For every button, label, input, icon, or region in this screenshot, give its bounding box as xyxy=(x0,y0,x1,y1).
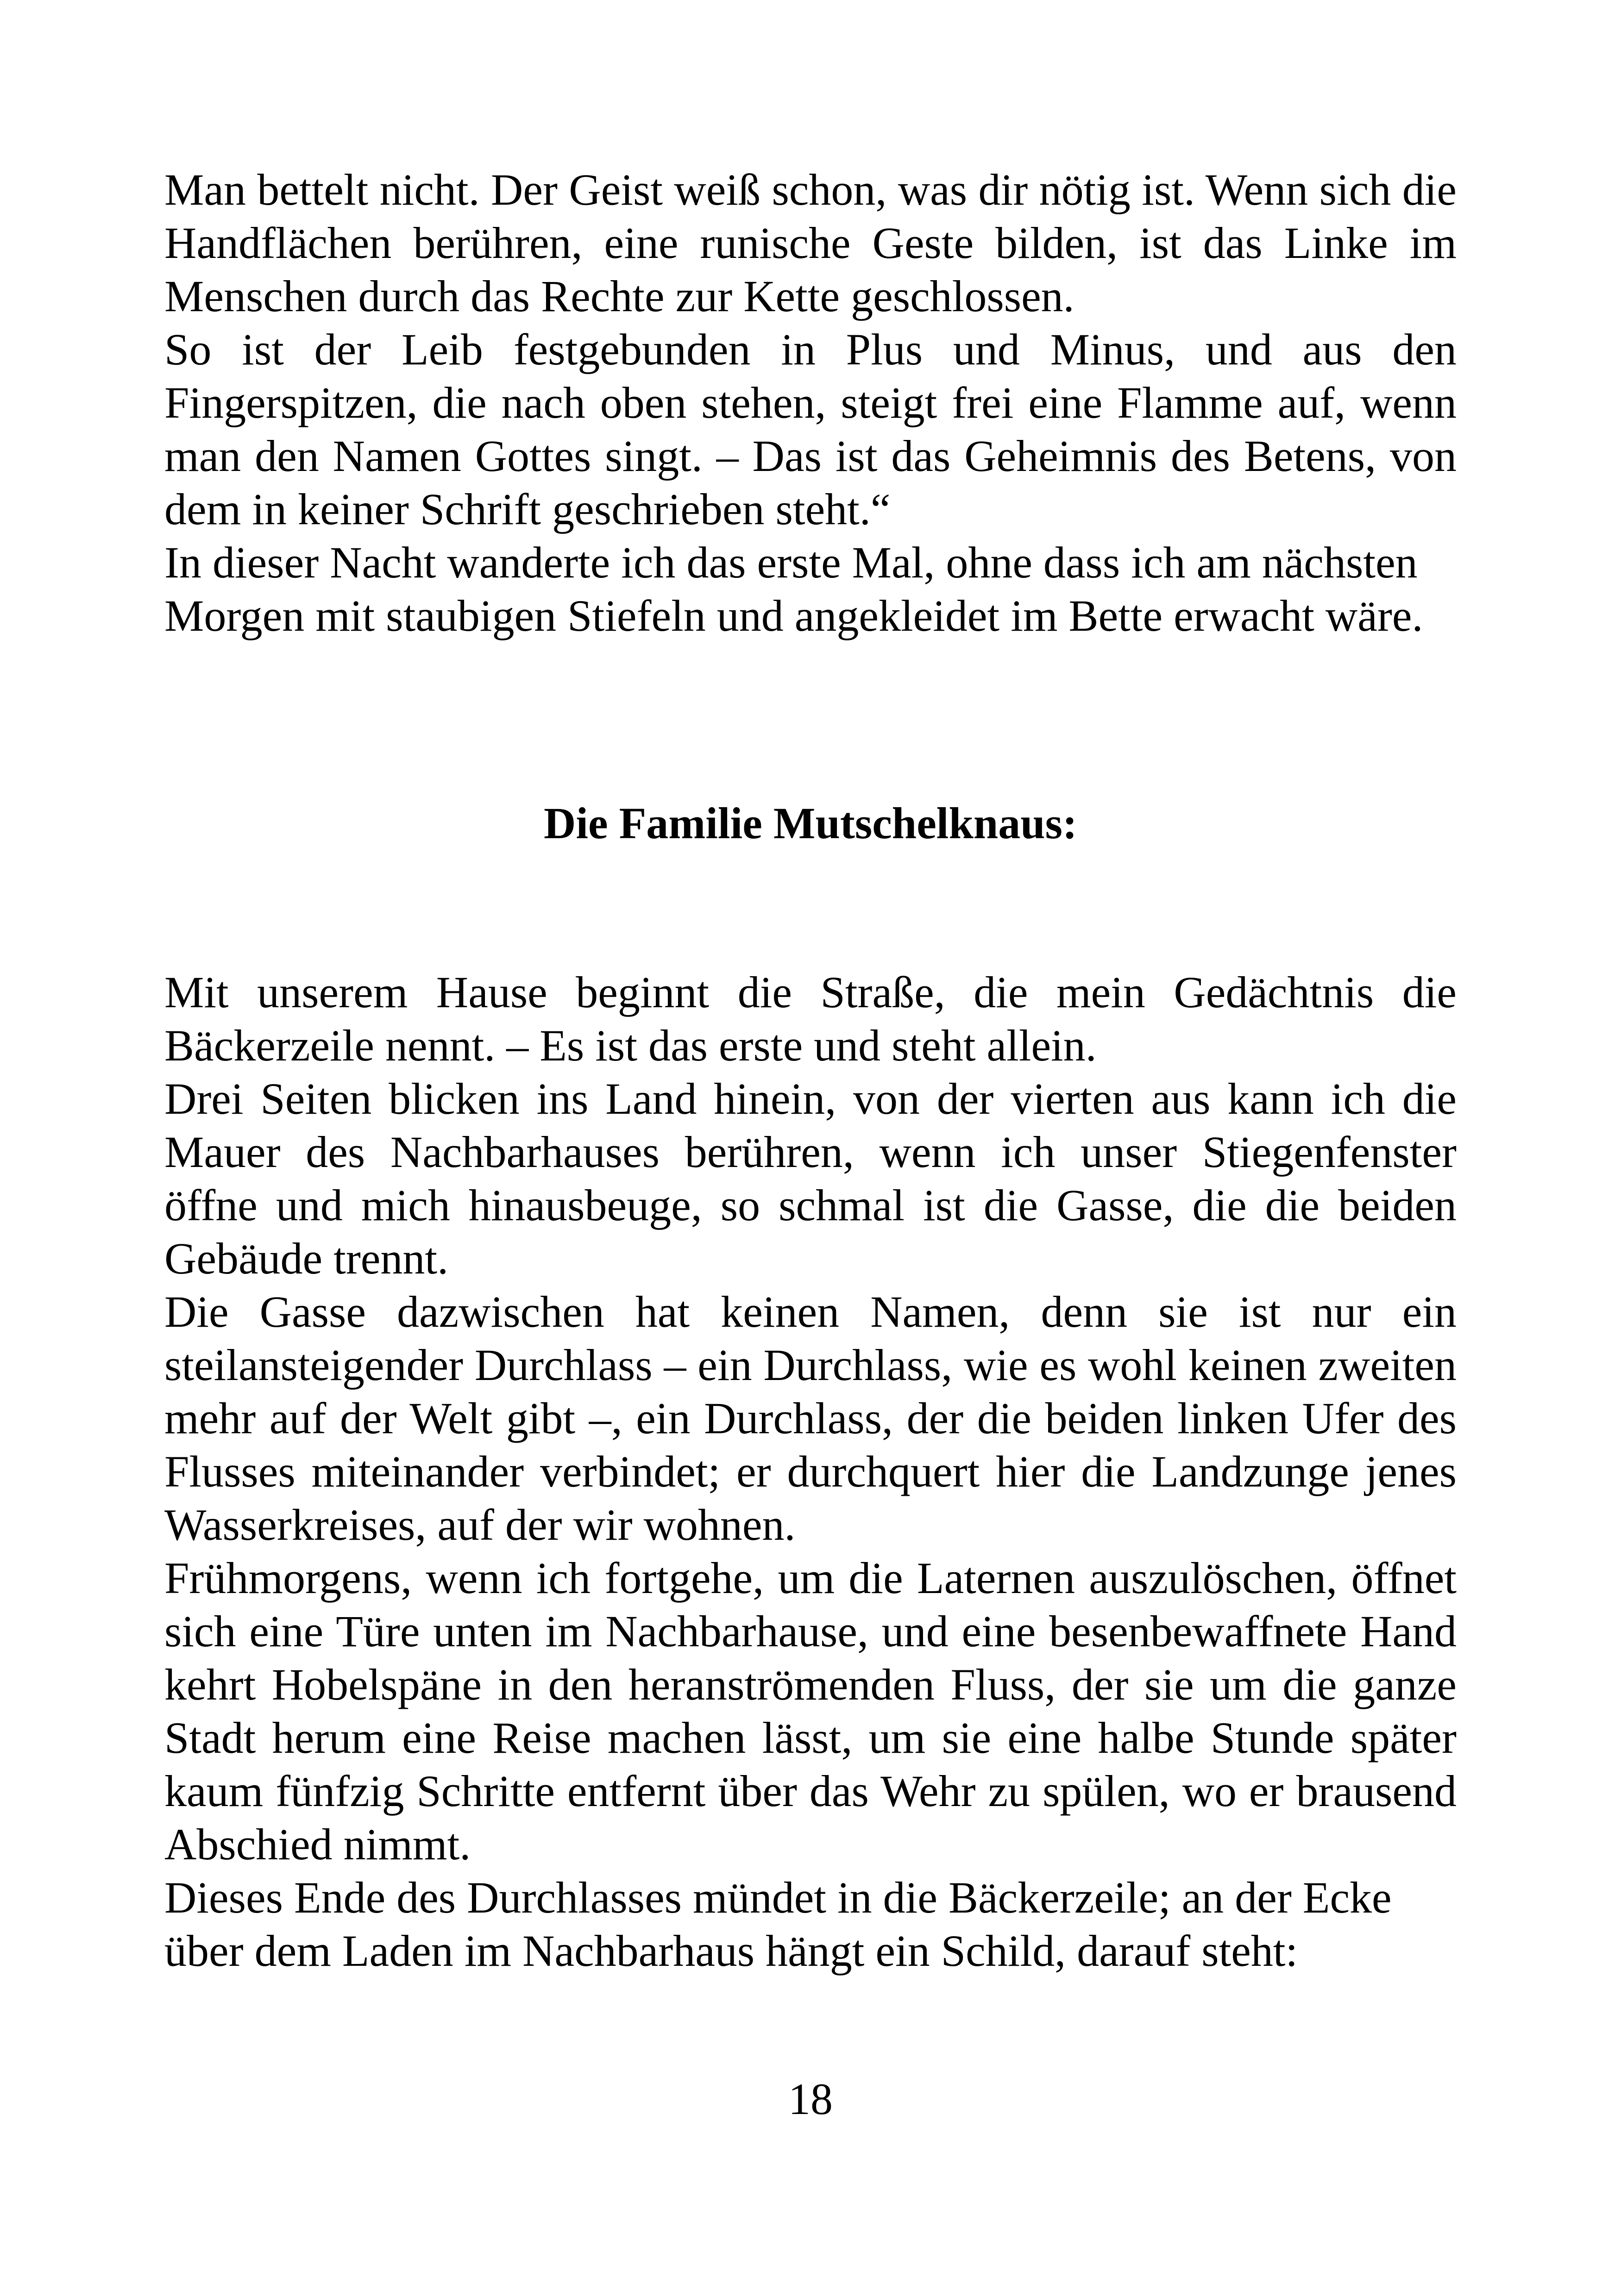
paragraph: Frühmorgens, wenn ich fortgehe, um die Laternen auszulöschen, öffnet sich eine Türe unten im Nachbarhause, und eine besenbewaffnete Hand kehrt Hobelspäne in den heranströmenden Fluss, der sie um die ganze Stadt herum eine Reise machen lässt, um sie eine halbe Stunde später kaum fünfzig Schritte entfernt über das Wehr zu spülen, wo er brausend Abschied nimmt. xyxy=(164,1553,1457,1869)
text-block-section xyxy=(164,966,1457,1977)
paragraph: Dieses Ende des Durchlasses mündet in die Bäckerzeile; an der Ecke über dem Laden im Nachbarhaus hängt ein Schild, darauf steht: xyxy=(164,1873,1392,1976)
page-number: 18 xyxy=(788,2074,833,2124)
paragraph: Mit unserem Hause beginnt die Straße, die mein Gedächtnis die Bäckerzeile nennt. – Es ist das erste und steht allein. xyxy=(164,967,1457,1070)
paragraph: Man bettelt nicht. Der Geist weiß schon, was dir nötig ist. Wenn sich die Handflächen berühren, eine runische Geste bilden, ist das Linke im Menschen durch das Rechte zur Kette geschlossen. xyxy=(164,165,1457,321)
paragraph: So ist der Leib festgebunden in Plus und Minus, und aus den Fingerspitzen, die nach oben stehen, steigt frei eine Flamme auf, wenn man den Namen Gottes singt. – Das ist das Geheimnis des Betens, von dem in keiner Schrift geschrieben steht.“ xyxy=(164,325,1457,534)
paragraph: Die Gasse dazwischen hat keinen Namen, denn sie ist nur ein steilansteigender Durchlass – ein Durchlass, wie es wohl keinen zweiten mehr auf der Welt gibt –, ein Durchlass, der die beiden linken Ufer des Flusses miteinander verbindet; er durchquert hier die Landzunge jenes Wasserkreises, auf der wir wohnen. xyxy=(164,1287,1457,1549)
paragraph: In dieser Nacht wanderte ich das erste Mal, ohne dass ich am nächsten Morgen mit staubigen Stiefeln und angekleidet im Bette erwacht wäre. xyxy=(164,538,1423,640)
section-title: Die Familie Mutschelknaus: xyxy=(544,798,1077,848)
paragraph: Drei Seiten blicken ins Land hinein, von der vierten aus kann ich die Mauer des Nachbarhauses berühren, wenn ich unser Stiegenfenster öffne und mich hinausbeuge, so schmal ist die Gasse, die die beiden Gebäude trennt. xyxy=(164,1074,1457,1283)
text-block-continued xyxy=(164,163,1457,642)
